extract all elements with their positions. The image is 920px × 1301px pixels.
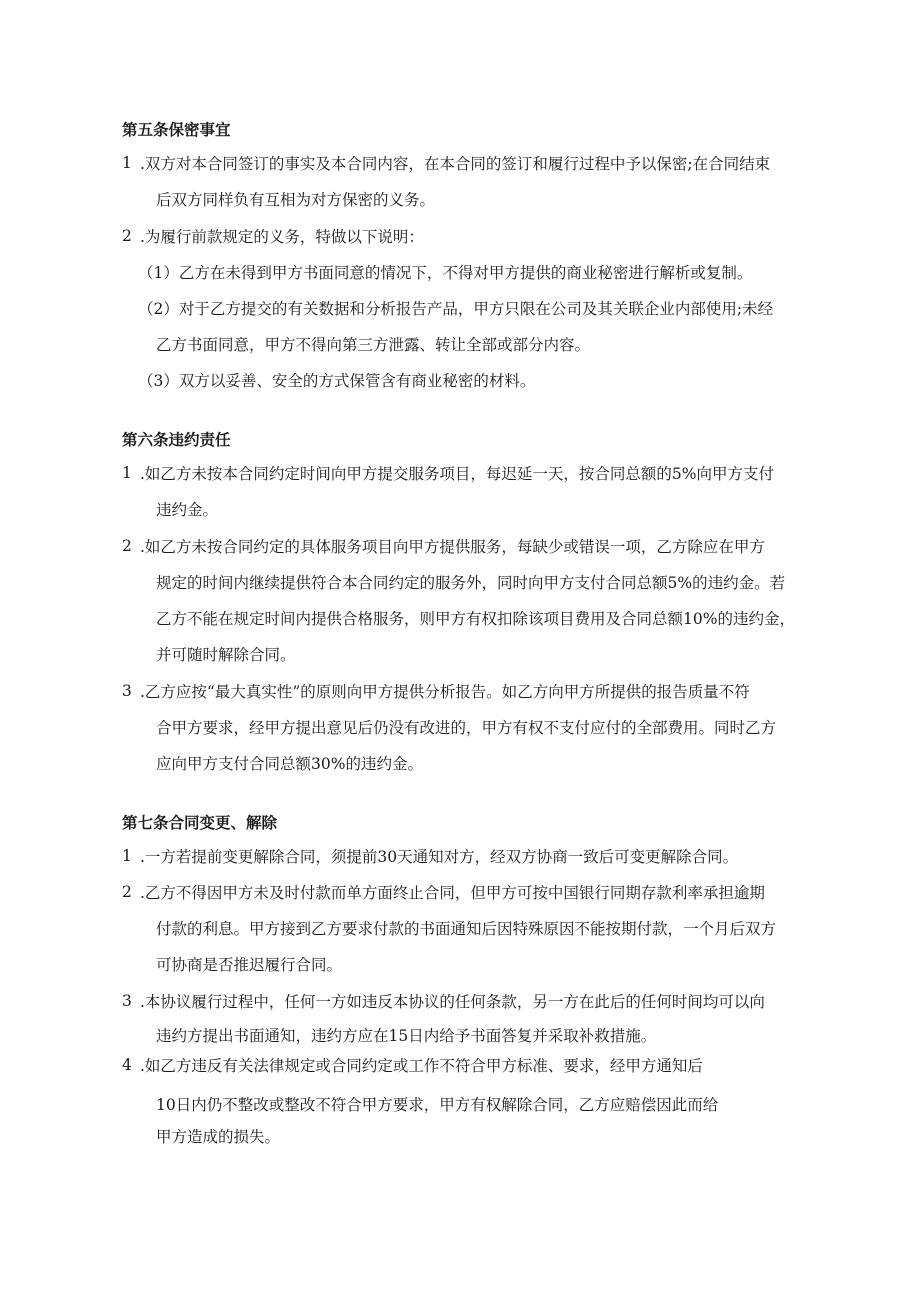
paragraph-line: 可协商是否推迟履行合同。: [156, 956, 343, 974]
paragraph-line: 违约方提出书面通知，违约方应在15日内给予书面答复并采取补救措施。: [156, 1027, 657, 1045]
paragraph-line: .乙方不得因甲方未及时付款而单方面终止合同，但甲方可按中国银行同期存款利率承担逾期: [140, 884, 765, 902]
paragraph-line: .如乙方未按合同约定的具体服务项目向甲方提供服务，每缺少或错误一项，乙方除应在甲方: [140, 538, 765, 556]
section-5-heading: 第五条保密事宜: [122, 121, 231, 139]
paragraph-line: 10日内仍不整改或整改不符合甲方要求，甲方有权解除合同，乙方应赔偿因此而给: [156, 1096, 719, 1114]
paragraph-line: 乙方书面同意，甲方不得向第三方泄露、转让全部或部分内容。: [156, 336, 591, 354]
item-number: 1: [122, 847, 132, 865]
item-number: 3: [122, 682, 132, 700]
paragraph-line: .如乙方违反有关法律规定或合同约定或工作不符合甲方标准、要求，经甲方通知后: [140, 1057, 703, 1075]
paragraph-line: 后双方同样负有互相为对方保密的义务。: [156, 191, 436, 209]
item-number: 2: [122, 537, 132, 555]
paragraph-line: .为履行前款规定的义务，特做以下说明：: [140, 228, 424, 246]
paragraph-line: 付款的利息。甲方接到乙方要求付款的书面通知后因特殊原因不能按期付款，一个月后双方: [156, 920, 777, 938]
paragraph-line: 甲方造成的损失。: [156, 1128, 281, 1146]
paragraph-line: .双方对本合同签订的事实及本合同内容，在本合同的签订和履行过程中予以保密;在合同结束: [140, 155, 771, 173]
sub-item-line: （2）对于乙方提交的有关数据和分析报告产品，甲方只限在公司及其关联企业内部使用;未经: [138, 300, 774, 318]
paragraph-line: 并可随时解除合同。: [156, 646, 296, 664]
item-number: 2: [122, 227, 132, 245]
section-6-heading: 第六条违约责任: [122, 431, 231, 449]
paragraph-line: .如乙方未按本合同约定时间向甲方提交服务项目，每迟延一天，按合同总额的5%向甲方支付: [140, 465, 775, 483]
paragraph-line: 规定的时间内继续提供符合本合同约定的服务外，同时向甲方支付合同总额5%的违约金。若: [156, 574, 786, 592]
sub-item-line: （3）双方以妥善、安全的方式保管含有商业秘密的材料。: [138, 372, 536, 390]
paragraph-line: 乙方不能在规定时间内提供合格服务，则甲方有权扣除该项目费用及合同总额10%的违约金，: [156, 610, 795, 628]
section-7-heading: 第七条合同变更、解除: [122, 814, 278, 832]
paragraph-line: 应向甲方支付合同总额30%的违约金。: [156, 755, 423, 773]
paragraph-line: .乙方应按“最大真实性”的原则向甲方提供分析报告。如乙方向甲方所提供的报告质量不符: [140, 683, 750, 701]
item-number: 2: [122, 883, 132, 901]
paragraph-line: 合甲方要求，经甲方提出意见后仍没有改进的，甲方有权不支付应付的全部费用。同时乙方: [156, 719, 777, 737]
item-number: 1: [122, 154, 132, 172]
paragraph-line: .本协议履行过程中，任何一方如违反本协议的任何条款，另一方在此后的任何时间均可以向: [140, 993, 765, 1011]
item-number: 3: [122, 992, 132, 1010]
paragraph-line: .一方若提前变更解除合同，须提前30天通知对方，经双方协商一致后可变更解除合同。: [140, 848, 739, 866]
paragraph-line: 违约金。: [156, 501, 219, 519]
sub-item-line: （1）乙方在未得到甲方书面同意的情况下，不得对甲方提供的商业秘密进行解析或复制。: [138, 264, 753, 282]
item-number: 1: [122, 464, 132, 482]
item-number: 4: [122, 1056, 132, 1074]
